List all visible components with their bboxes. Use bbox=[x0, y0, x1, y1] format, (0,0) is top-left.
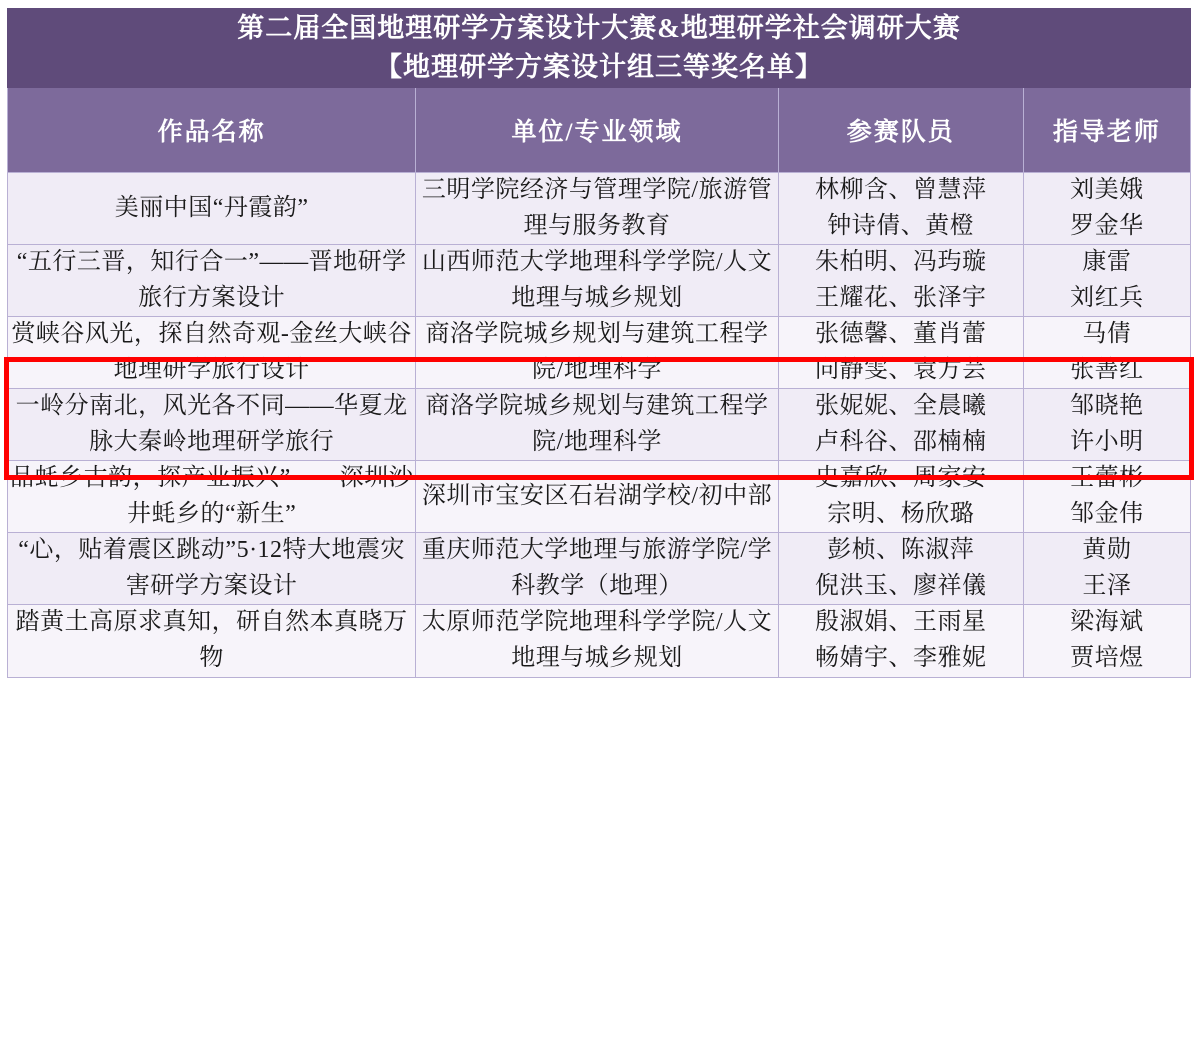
table-row bbox=[8, 317, 1191, 389]
table-row bbox=[8, 173, 1191, 245]
cell-members: 史嘉欣、周家安 宗明、杨欣璐 bbox=[778, 461, 1023, 533]
cell-work: “五行三晋，知行合一”——晋地研学旅行方案设计 bbox=[8, 245, 416, 317]
document-title bbox=[8, 9, 1191, 88]
award-table bbox=[7, 8, 1191, 678]
cell-coach: 邹晓艳 许小明 bbox=[1023, 389, 1190, 461]
cell-unit: 深圳市宝安区石岩湖学校/初中部 bbox=[416, 461, 778, 533]
cell-members: 彭桢、陈淑萍 倪洪玉、廖祥儀 bbox=[778, 533, 1023, 605]
cell-unit: 三明学院经济与管理学院/旅游管理与服务教育 bbox=[416, 173, 778, 245]
column-header-coach: 指导老师 bbox=[1023, 88, 1190, 173]
cell-members: 张妮妮、全晨曦 卢科谷、邵楠楠 bbox=[778, 389, 1023, 461]
table-row bbox=[8, 605, 1191, 677]
cell-work: 赏峡谷风光，探自然奇观-金丝大峡谷地理研学旅行设计 bbox=[8, 317, 416, 389]
column-header-work: 作品名称 bbox=[8, 88, 416, 173]
cell-members: 朱柏明、冯玙璇 王耀花、张泽宇 bbox=[778, 245, 1023, 317]
cell-coach: 梁海斌 贾培煜 bbox=[1023, 605, 1190, 677]
column-header-members: 参赛队员 bbox=[778, 88, 1023, 173]
cell-coach: 王蕾彬 邹金伟 bbox=[1023, 461, 1190, 533]
cell-coach: 刘美娥 罗金华 bbox=[1023, 173, 1190, 245]
cell-members: 殷淑娟、王雨星 畅婧宇、李雅妮 bbox=[778, 605, 1023, 677]
table-row bbox=[8, 461, 1191, 533]
cell-work: 一岭分南北，风光各不同——华夏龙脉大秦岭地理研学旅行 bbox=[8, 389, 416, 461]
cell-coach: 马倩 张善红 bbox=[1023, 317, 1190, 389]
title-line-1: 第二届全国地理研学方案设计大赛&地理研学社会调研大赛 bbox=[237, 13, 961, 43]
cell-coach: 黄勋 王泽 bbox=[1023, 533, 1190, 605]
table-body bbox=[8, 9, 1191, 678]
cell-work: 品蚝乡古韵，探产业振兴”——深圳沙井蚝乡的“新生” bbox=[8, 461, 416, 533]
cell-unit: 太原师范学院地理科学学院/人文地理与城乡规划 bbox=[416, 605, 778, 677]
title-row bbox=[8, 9, 1191, 88]
table-row bbox=[8, 533, 1191, 605]
cell-unit: 商洛学院城乡规划与建筑工程学院/地理科学 bbox=[416, 317, 778, 389]
cell-work: 美丽中国“丹霞韵” bbox=[8, 173, 416, 245]
table-row bbox=[8, 389, 1191, 461]
cell-work: “心，贴着震区跳动”5·12特大地震灾害研学方案设计 bbox=[8, 533, 416, 605]
cell-members: 张德馨、董肖蕾 向静雯、袁方芸 bbox=[778, 317, 1023, 389]
column-header-unit: 单位/专业领域 bbox=[416, 88, 778, 173]
table-row-highlighted bbox=[8, 245, 1191, 317]
cell-unit: 重庆师范大学地理与旅游学院/学科教学（地理） bbox=[416, 533, 778, 605]
table-header-row bbox=[8, 88, 1191, 173]
cell-members: 林柳含、曾慧萍 钟诗倩、黄橙 bbox=[778, 173, 1023, 245]
cell-unit: 商洛学院城乡规划与建筑工程学院/地理科学 bbox=[416, 389, 778, 461]
cell-work: 踏黄土高原求真知，研自然本真晓万物 bbox=[8, 605, 416, 677]
title-line-2: 【地理研学方案设计组三等奖名单】 bbox=[375, 52, 823, 83]
cell-unit: 山西师范大学地理科学学院/人文地理与城乡规划 bbox=[416, 245, 778, 317]
cell-coach: 康雷 刘红兵 bbox=[1023, 245, 1190, 317]
